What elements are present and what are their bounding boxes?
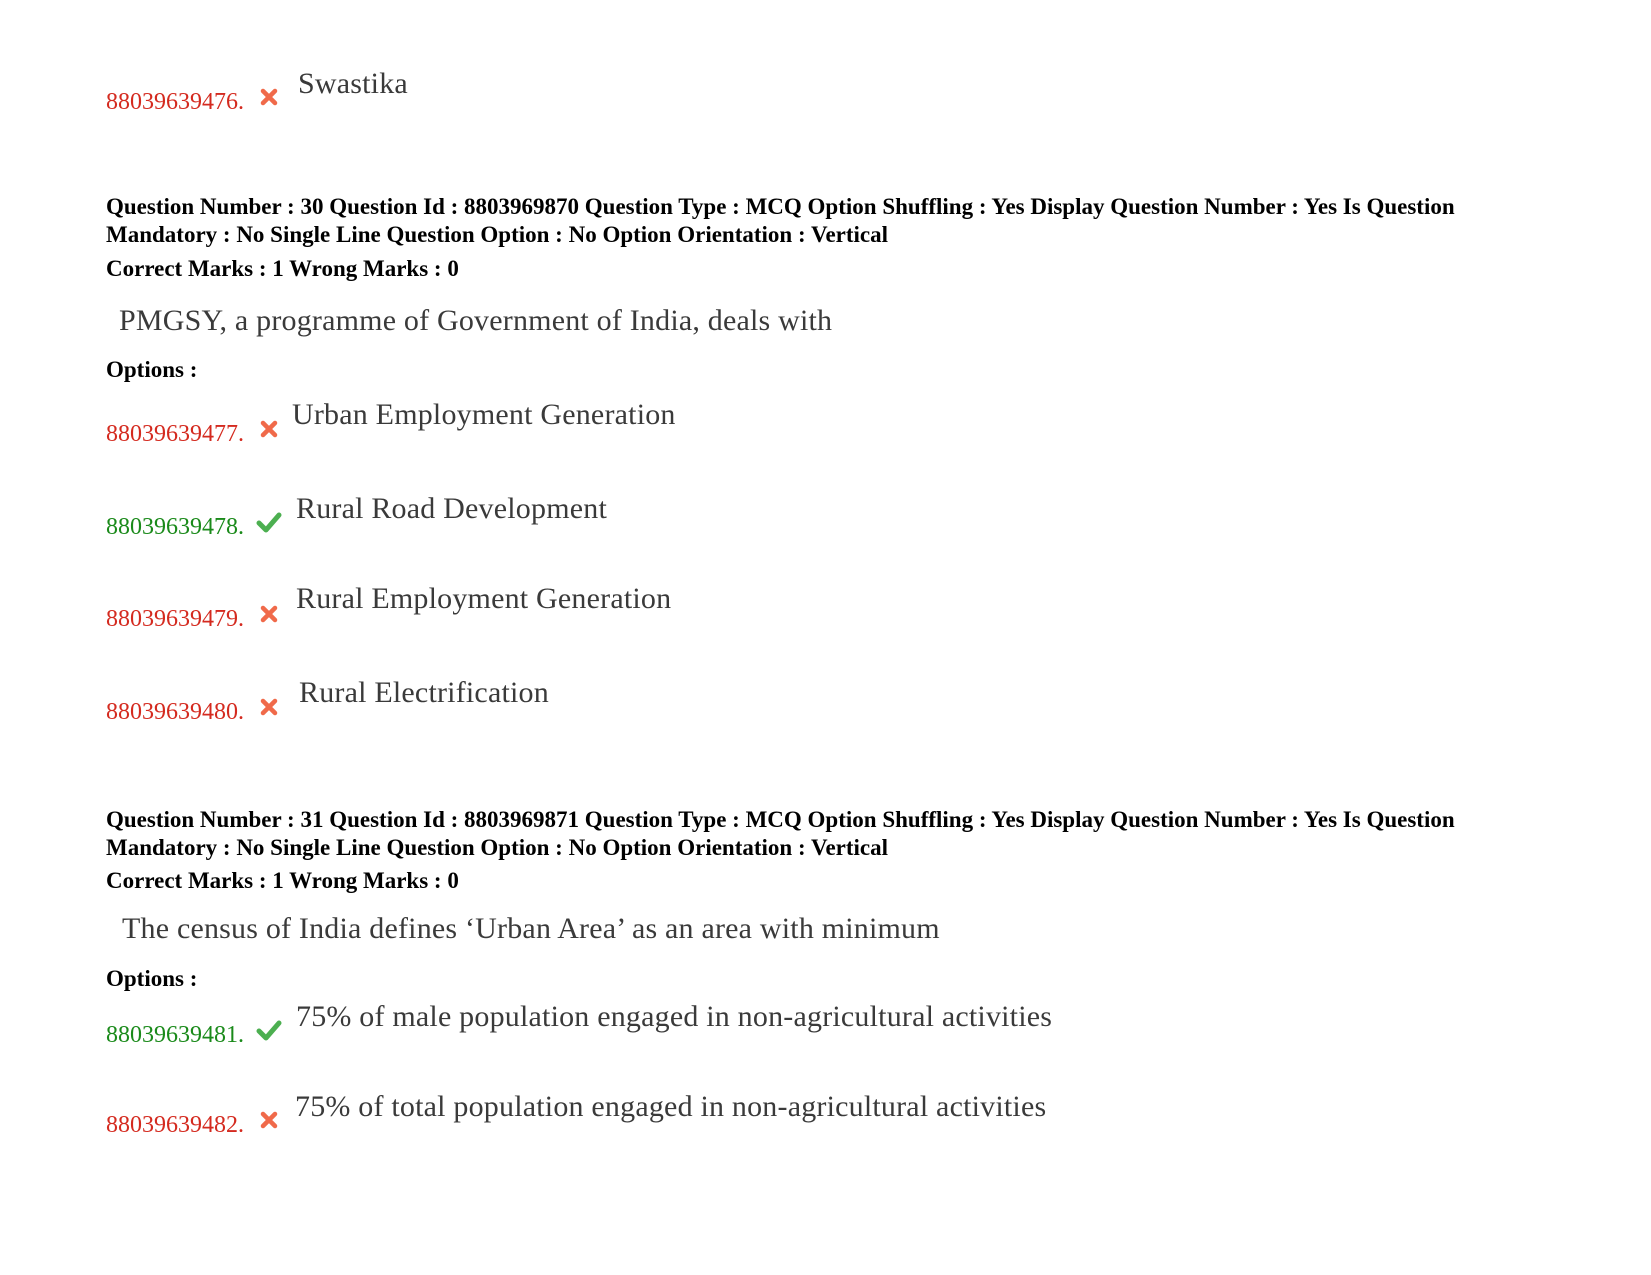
question-text: The census of India defines ‘Urban Area’ as an area with minimum	[122, 912, 940, 945]
check-icon	[256, 1018, 282, 1042]
check-icon	[256, 510, 282, 534]
option-id: 88039639480.	[106, 699, 244, 725]
options-label: Options :	[106, 966, 198, 991]
question-meta: Question Number : 31 Question Id : 8803969871 Question Type : MCQ Option Shuffling : Yes Display Question Number : Yes Is Question Mandatory : No Single Line Question Option : No Option Orientation : Vertical	[106, 807, 1455, 860]
marks-line: Correct Marks : 1 Wrong Marks : 0	[106, 868, 459, 893]
cross-icon	[258, 696, 280, 718]
option-id: 88039639478.	[106, 514, 244, 540]
option-id: 88039639476.	[106, 89, 244, 115]
cross-icon	[258, 1109, 280, 1131]
marks-line: Correct Marks : 1 Wrong Marks : 0	[106, 256, 459, 281]
question-text: PMGSY, a programme of Government of India, deals with	[119, 304, 833, 337]
option-text: Rural Electrification	[299, 676, 549, 709]
question-meta: Question Number : 30 Question Id : 8803969870 Question Type : MCQ Option Shuffling : Yes Display Question Number : Yes Is Question Mandatory : No Single Line Question Option : No Option Orientation : Vertical	[106, 194, 1455, 247]
options-label: Options :	[106, 357, 198, 382]
option-text: 75% of total population engaged in non-agricultural activities	[295, 1090, 1047, 1123]
option-text: Urban Employment Generation	[292, 398, 676, 431]
option-text: Rural Road Development	[296, 492, 607, 525]
option-id: 88039639477.	[106, 421, 244, 447]
cross-icon	[258, 603, 280, 625]
cross-icon	[258, 86, 280, 108]
option-id: 88039639479.	[106, 606, 244, 632]
option-text: Rural Employment Generation	[296, 582, 672, 615]
option-text: 75% of male population engaged in non-agricultural activities	[296, 1000, 1053, 1033]
cross-icon	[258, 418, 280, 440]
option-text: Swastika	[298, 67, 408, 100]
option-id: 88039639482.	[106, 1112, 244, 1138]
option-id: 88039639481.	[106, 1022, 244, 1048]
